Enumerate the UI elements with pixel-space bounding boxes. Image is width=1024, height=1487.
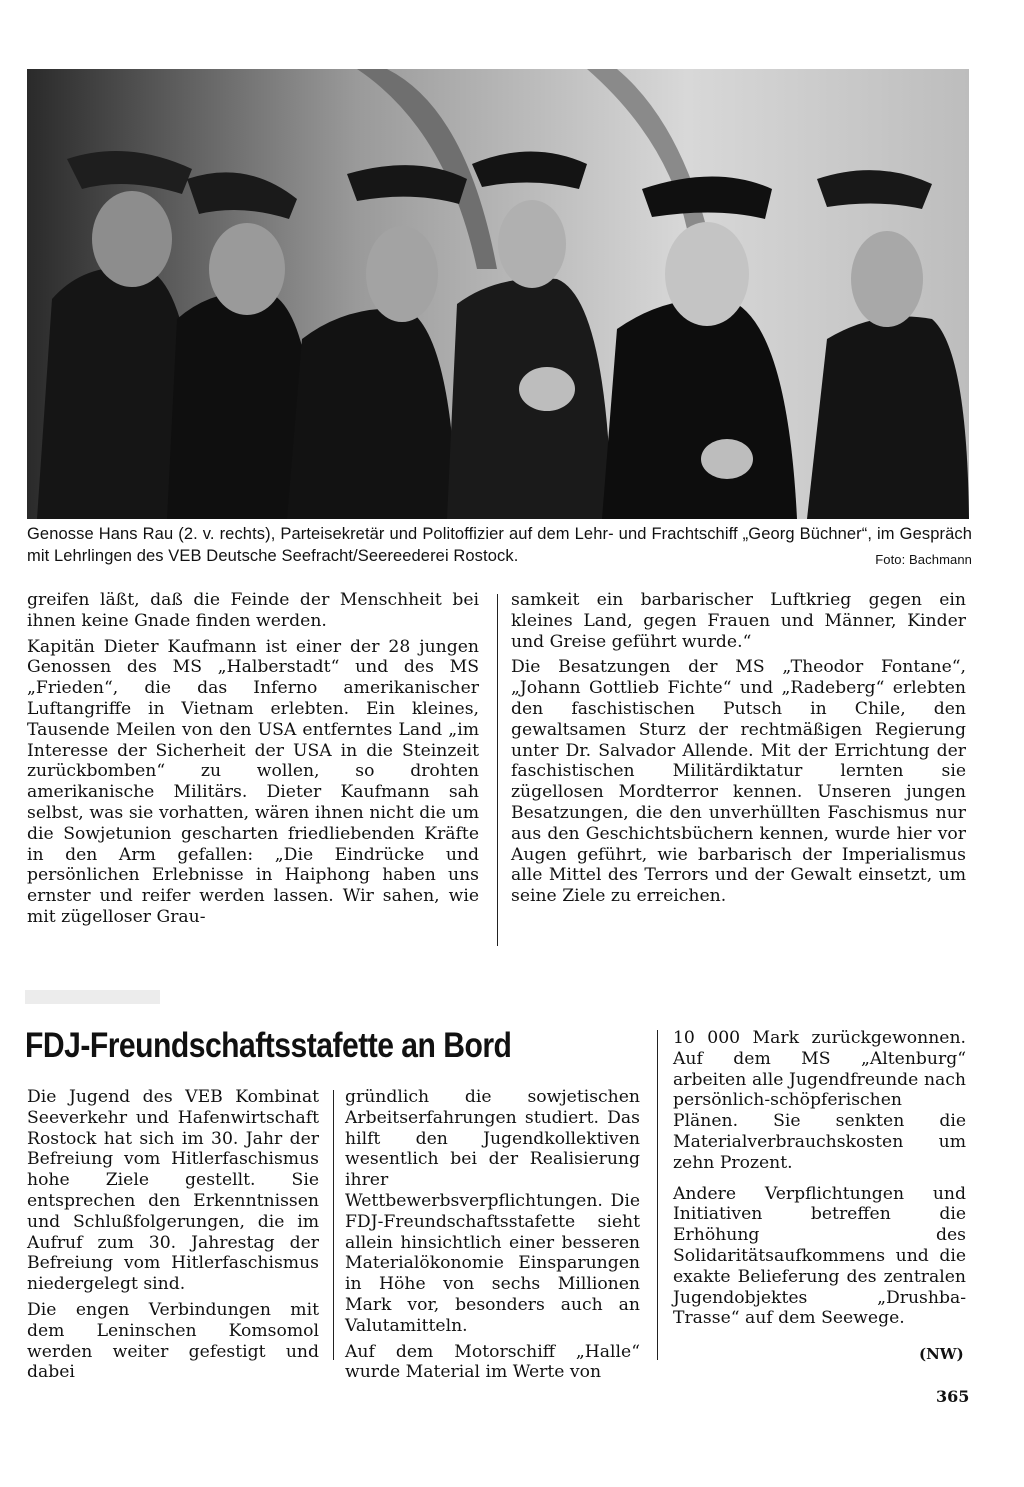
article-photo	[27, 69, 969, 519]
page-number: 365	[936, 1387, 970, 1406]
article1-col1-paragraph-2: Kapitän Dieter Kaufmann ist einer der 28 jungen Genossen des MS „Halberstadt“ und des MS „Frieden“, die das Inferno amerikanischer Luftangriffe in Vietnam erlebten. Ein kleines, Tausende Meilen von den USA entferntes Land „im Interesse der Sicherheit der USA in die Steinzeit zurückbomben“ zu wollen, so drohten amerikanische Militärs. Dieter Kaufmann sah selbst, was sie vorhatten, wären ihnen nicht die um die Sowjetunion gescharten friedliebenden Kräfte in den Arm gefallen: „Die Eindrücke und persönlichen Erlebnisse in Haiphong haben uns ernster und reifer werden lassen. Wir sahen, wie mit zügelloser Grau-	[27, 636, 479, 927]
article1-col1-paragraph-1: greifen läßt, daß die Feinde der Menschheit bei ihnen keine Gnade finden werden.	[27, 590, 479, 631]
column-divider-3	[657, 1030, 658, 1360]
caption-text: Genosse Hans Rau (2. v. rechts), Parteisekretär und Politoffizier auf dem Lehr- und Frachtschiff „Georg Büchner“, im Gespräch mit Lehrlingen des VEB Deutsche Seefracht/Seereederei Rostock.	[27, 525, 972, 565]
column-divider-2	[333, 1090, 334, 1360]
article2-col3-paragraph-1: 10 000 Mark zurückgewonnen. Auf dem MS „Altenburg“ arbeiten alle Jugendfreunde nach persönlich-schöpferischen Plänen. Sie senkten die Materialverbrauchskosten um zehn Prozent.	[673, 1028, 966, 1173]
article2-col3-paragraph-2: Andere Verpflichtungen und Initiativen betreffen die Erhöhung des Solidaritätsaufkommens und die exakte Belieferung des zentralen Jugendobjektes „Drushba-Trasse“ auf dem Seewege.	[673, 1183, 966, 1329]
article2-col2-paragraph-1: gründlich die sowjetischen Arbeitserfahrungen studiert. Das hilft den Jugendkollektiven wesentlich bei der Realisierung ihrer Wettbewerbsverpflichtungen. Die FDJ-Freundschaftsstafette sieht allein hinsichtlich einer besseren Materialökonomie Einsparungen in Höhe von sechs Millionen Mark vor, besonders auch an Valutamitteln.	[345, 1087, 640, 1336]
article2-headline: FDJ-Freundschaftsstafette an Bord	[25, 1026, 512, 1065]
photo-caption	[27, 523, 972, 571]
article2-col1-paragraph-1: Die Jugend des VEB Kombinat Seeverkehr und Hafenwirtschaft Rostock hat sich im 30. Jahr der Befreiung vom Hitlerfaschismus hohe Ziele gestellt. Sie entsprechen den Erkenntnissen und Schlußfolgerungen, die im Aufruf zum 30. Jahrestag der Befreiung vom Hitlerfaschismus niedergelegt sind.	[27, 1087, 319, 1295]
faint-divider	[25, 990, 160, 1004]
article1-col2-paragraph-1: samkeit ein barbarischer Luftkrieg gegen ein kleines Land, gegen Frauen und Männer, Kinder und Greise geführt wurde.“	[511, 590, 966, 652]
article2-column-1	[27, 1087, 319, 1388]
article2-column-2	[345, 1087, 640, 1388]
column-divider	[497, 594, 498, 946]
article1-column-2	[511, 590, 966, 912]
article2-column-3	[673, 1028, 966, 1334]
article2-col1-paragraph-2: Die engen Verbindungen mit dem Leninschen Komsomol werden weiter gefestigt und dabei	[27, 1299, 319, 1383]
article1-column-1	[27, 590, 479, 933]
photo-crew-illustration	[27, 69, 969, 519]
photo-credit: Foto: Bachmann	[875, 552, 972, 567]
article2-col2-paragraph-2: Auf dem Motorschiff „Halle“ wurde Material im Werte von	[345, 1341, 640, 1383]
author-signature: (NW)	[919, 1345, 964, 1363]
article1-col2-paragraph-2: Die Besatzungen der MS „Theodor Fontane“, „Johann Gottlieb Fichte“ und „Radeberg“ erlebten den faschistischen Putsch in Chile, den gewaltsamen Sturz der rechtmäßigen Regierung unter Dr. Salvador Allende. Mit der Errichtung der faschistischen Militärdiktatur lernten sie zügellosen Mordterror kennen. Unseren jungen Besatzungen, die den unverhüllten Faschismus nur aus den Geschichtsbüchern kennen, wurde hier vor Augen geführt, wie barbarisch der Imperialismus alle Mittel des Terrors und der Gewalt einsetzt, um seine Ziele zu erreichen.	[511, 657, 966, 907]
